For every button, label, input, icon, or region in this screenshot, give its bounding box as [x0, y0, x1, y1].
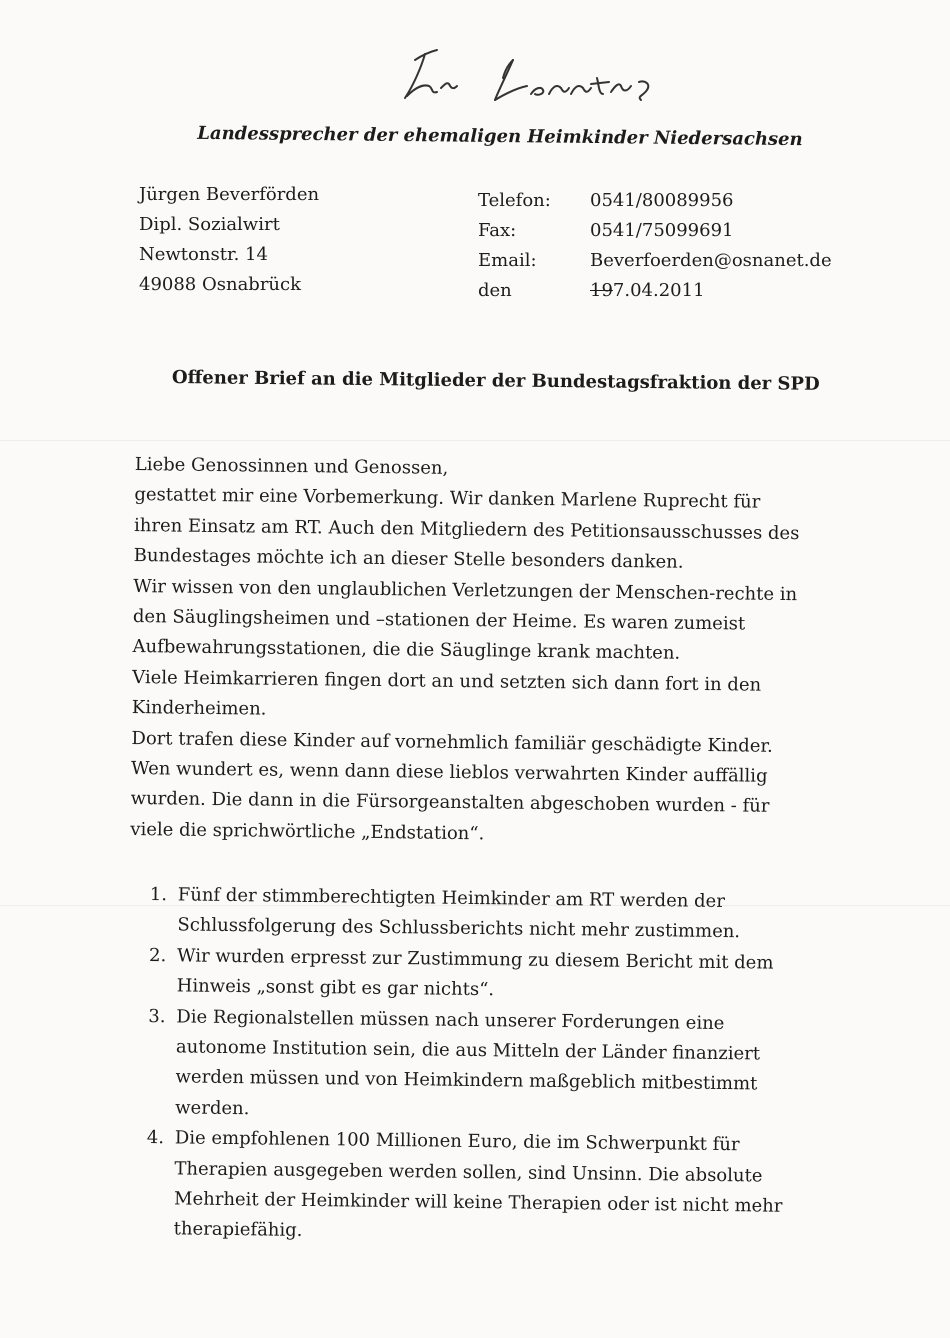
list-item-number: 4. — [146, 1127, 165, 1149]
letter-body — [130, 450, 865, 854]
list-item-text — [177, 880, 870, 949]
list-item-text — [177, 941, 870, 1010]
list-item-line: werden müssen und von Heimkindern maßgeblich mitbestimmt — [175, 1066, 758, 1095]
body-line: Bundestages möchte ich an dieser Stelle besonders danken. — [133, 545, 684, 573]
phone-value: 0541/80089956 — [590, 190, 734, 211]
list-item — [149, 880, 870, 950]
body-line: Viele Heimkarrieren fingen dort an und setzten sich dann fort in den — [132, 666, 762, 696]
contact-block — [478, 186, 832, 306]
list-item-line: Die Regionalstellen müssen nach unserer Forderungen eine — [176, 1005, 725, 1034]
body-line: Dort trafen diese Kinder auf vornehmlich familiär geschädigte Kinder. — [131, 727, 773, 757]
body-line: wurden. Die dann in die Fürsorgeanstalten abgeschoben wurden - für — [130, 788, 770, 818]
list-item-number: 3. — [148, 1005, 166, 1027]
paper-fold-line — [0, 440, 950, 441]
date-struck-digits: 19 — [590, 280, 613, 301]
email-row — [478, 246, 832, 276]
body-line: Kinderheimen. — [131, 697, 267, 720]
email-value: Beverfoerden@osnanet.de — [590, 250, 832, 271]
body-line: Wen wundert es, wenn dann diese lieblos verwahrten Kinder auffällig — [130, 758, 768, 787]
list-item — [147, 1002, 868, 1132]
body-line: Liebe Genossinnen und Genossen, — [134, 453, 449, 479]
list-item-line: Mehrheit der Heimkinder will keine Therapien oder ist nicht mehr — [173, 1188, 783, 1217]
body-line: den Säuglingsheimen und –stationen der Heime. Es waren zumeist — [132, 606, 746, 635]
list-item-number: 2. — [148, 944, 167, 967]
phone-row — [478, 186, 832, 216]
handwritten-note-signature — [385, 38, 685, 118]
sender-name: Jürgen Beverförden — [139, 184, 320, 205]
list-item — [146, 1123, 867, 1253]
list-item-line: Wir wurden erpresst zur Zustimmung zu diesem Bericht mit dem — [176, 945, 774, 974]
sender-street: Newtonstr. 14 — [139, 244, 268, 265]
fax-label: Fax: — [478, 220, 517, 241]
body-line: gestattet mir eine Vorbemerkung. Wir danken Marlene Ruprecht für — [134, 484, 761, 514]
sender-address — [139, 180, 319, 300]
fax-row — [478, 216, 832, 246]
date-rest: .04.2011 — [624, 280, 705, 301]
list-item-line: autonome Institution sein, die aus Mitteln der Länder finanziert — [175, 1036, 761, 1065]
organization-header: Landessprecher der ehemaligen Heimkinder Niedersachsen — [197, 122, 803, 151]
date-label: den — [478, 280, 512, 301]
sender-city: 49088 Osnabrück — [139, 274, 302, 295]
list-item-text — [174, 1124, 867, 1254]
phone-label: Telefon: — [478, 190, 551, 211]
body-line: ihren Einsatz am RT. Auch den Mitgliedern des Petitionsausschusses des — [133, 514, 800, 544]
list-item-line: Schlussfolgerung des Schlussberichts nicht mehr zustimmen. — [177, 914, 741, 943]
body-line: Wir wissen von den unglaublichen Verletzungen der Menschen-rechte in — [133, 575, 798, 605]
date-row — [478, 276, 832, 306]
list-item-text — [175, 1002, 868, 1132]
list-item-line: Therapien ausgegeben werden sollen, sind Unsinn. Die absolute — [174, 1157, 763, 1187]
list-item-line: Die empfohlenen 100 Millionen Euro, die im Schwerpunkt für — [174, 1127, 740, 1156]
list-item-line: werden. — [175, 1097, 250, 1120]
sender-title: Dipl. Sozialwirt — [139, 214, 280, 235]
list-item — [149, 941, 870, 1011]
list-item-line: Fünf der stimmberechtigten Heimkinder am RT werden der — [177, 884, 726, 913]
body-line: viele die sprichwörtliche „Endstation“. — [130, 818, 485, 845]
fax-value: 0541/75099691 — [590, 220, 734, 241]
numbered-list — [146, 880, 870, 1254]
date-value — [590, 276, 705, 306]
list-item-line: Hinweis „sonst gibt es gar nichts“. — [176, 975, 495, 1001]
list-item-number: 1. — [149, 883, 168, 906]
letter-subject: Offener Brief an die Mitglieder der Bundestagsfraktion der SPD — [171, 367, 820, 395]
date-corrected-digit: 7 — [612, 280, 625, 301]
email-label: Email: — [478, 250, 537, 271]
list-item-line: therapiefähig. — [173, 1218, 303, 1242]
body-line: Aufbewahrungsstationen, die die Säuglinge krank machten. — [132, 636, 681, 665]
